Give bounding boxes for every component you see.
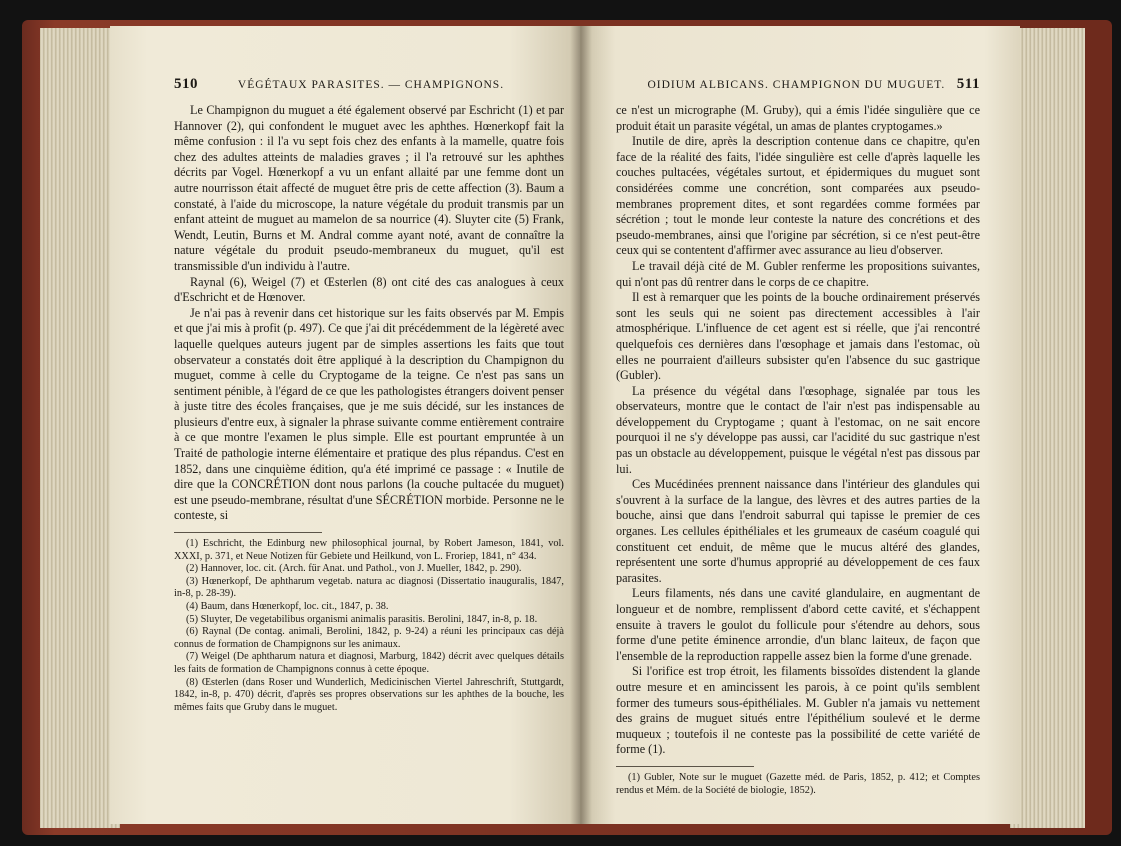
paragraph: Le travail déjà cité de M. Gubler renferme les propositions suivantes, qui n'ont pas dû rentrer dans le corps de ce chapitre.	[616, 258, 980, 289]
paragraph: Leurs filaments, nés dans une cavité glandulaire, en augmentant de longueur et de nombre, remplissent d'abord cette cavité, et s'échappent ensuite à travers le goulot du follicule pour s'étendre au dehors, sous forme d'une petite éminence arrondie, d'un blanc laiteux, de façon que l'ensemble de la reproduction rappelle assez bien la forme d'une grenade.	[616, 586, 980, 663]
book-gutter	[570, 26, 592, 824]
footnote: (1) Gubler, Note sur le muguet (Gazette méd. de Paris, 1852, p. 412; et Comptes rendus et Mém. de la Société de biologie, 1852).	[616, 771, 980, 796]
footnote: (1) Eschricht, the Edinburg new philosophical journal, by Robert Jameson, 1841, vol. XXXI, p. 371, et Neue Notizen für Gebiete und Heilkund, von L. Froriep, 1841, n° 434.	[174, 538, 564, 562]
footnote: (4) Baum, dans Hœnerkopf, loc. cit., 1847, p. 38.	[186, 601, 389, 612]
page-edges-left	[40, 28, 120, 828]
paragraph: Ces Mucédinées prennent naissance dans l'intérieur des glandules qui s'ouvrent à la surface de la langue, des lèvres et des autres parties de la bouche, ainsi que dans l'endroit saburral qui tapisse le premier de ces organes. Les cellules épithéliales et les grumeaux de caséum coagulé qui constituent cet enduit, de même que le mucus altéré des glandes, représentent une sorte d'humus approprié au développement de ces faux parasites.	[616, 477, 980, 585]
left-page-header	[174, 76, 564, 93]
footnote: (3) Hœnerkopf, De aphtharum vegetab. natura ac diagnosi (Dissertatio inauguralis, 1847, in-8, p. 28-39).	[174, 575, 564, 600]
page-number: 510	[174, 76, 198, 92]
paragraph: Je n'ai pas à revenir dans cet historique sur les faits observés par M. Empis et que j'ai mis à profit (p. 497). Ce que j'ai dit précédemment de la légèreté avec laquelle quelques auteurs jugent par de simples assertions les faits que tout observateur a constatés doit être appliqué à la description du Champignon du muguet, comme à celle du Cryptogame de la teigne. Ce n'est pas sans un sentiment pénible, à l'égard de ce que les pathologistes étrangers doivent penser à juste titre des écoles françaises, que je me suis décidé, sur les instances de plusieurs d'entre eux, à signaler la phrase suivante comme entièrement contraire à ce que montre l'examen le plus simple. Elle est pourtant empruntée à un Traité de pathologie interne élémentaire et pratique des plus répandus. C'est en 1852, dans une cinquième édition, qu'a été imprimé ce passage : « Inutile de dire que la CONCRÉTION dont nous parlons (la couche pultacée du muguet) est une pseudo-membrane, résultat d'une SÉCRÉTION morbide. Personne ne le conteste, si	[174, 305, 564, 523]
footnote: (8) Œsterlen (dans Roser und Wunderlich, Medicinischen Viertel Jahreschrift, Stuttgardt, 1842, in-8, p. 470) décrit, d'après ses propres observations sur les aphthes de la bouche, les mêmes faits que Gruby dans le muguet.	[174, 676, 564, 713]
paragraph: Inutile de dire, après la description contenue dans ce chapitre, qu'en face de la réalité des faits, l'idée singulière est celle d'après laquelle les couches pultacées, végétales surtout, et épidermiques du muguet sont considérées comme une concrétion, sont comparées aux pseudo-membranes proprement dites, et sont regardées comme formées par sécrétion ; tout le monde leur conteste la nature des concrétions et des pseudo-membranes, ainsi que l'origine par sécrétion, si ce n'est peut-être ceux qui se contentent d'affirmer avec assurance au lieu d'observer.	[616, 134, 980, 258]
footnote-rule	[174, 532, 322, 533]
left-page	[110, 26, 580, 824]
footnote: (6) Raynal (De contag. animali, Berolini, 1842, p. 9-24) a réuni les principaux cas déjà connus de formation de Champignons sur les animaux.	[174, 626, 564, 650]
paragraph: ce n'est un micrographe (M. Gruby), qui a émis l'idée singulière que ce produit était un parasite végétal, un amas de plantes cryptogames.»	[616, 103, 980, 133]
paragraph: Le Champignon du muguet a été également observé par Eschricht (1) et par Hannover (2), qui confondent le muguet avec les aphthes. Hœnerkopf fait la même confusion : il l'a vu sept fois chez des enfants à la mamelle, quatre fois chez des adultes atteints de maladies graves ; il l'a retrouvé sur les aphthes décrits par Vogel. Hœnerkopf a vu un enfant allaité par une femme dont un autre nourrisson était affecté de muguet être pris de cette affection (3). Baum a constaté, à l'aide du microscope, la nature végétale du produit transmis par un enfant atteint de muguet au mamelon de sa nourrice (4). Sluyter cite (5) Frank, Wendt, Leutin, Burns et M. Andral comme ayant noté, avant de connaître la nature végétale du produit pseudo-membraneux du muguet, qu'il est transmissible d'un individu à l'autre.	[174, 103, 564, 273]
left-page-footnotes	[174, 538, 564, 714]
right-page-footnotes	[616, 772, 980, 797]
paragraph: La présence du végétal dans l'œsophage, signalée par tous les observateurs, montre que le contact de l'air n'est pas indispensable au développement du Cryptogame ; quant à l'estomac, on ne sait encore pourquoi il ne s'y développe pas aussi, car l'acidité du suc gastrique n'est pas un obstacle au développement, puisque le végétal n'est pas dissous par lui.	[616, 383, 980, 476]
running-head: OIDIUM ALBICANS. CHAMPIGNON DU MUGUET.	[647, 79, 946, 91]
page-number: 511	[956, 76, 980, 92]
left-page-body	[174, 103, 564, 524]
footnote-rule	[616, 766, 754, 767]
paragraph: Si l'orifice est trop étroit, les filaments bissoïdes distendent la glande outre mesure et en amincissent les parois, à ce point qu'ils semblent former des tumeurs sous-épithéliales. M. Gubler n'a jamais vu nettement des grains de muguet situés entre l'épithélium soulevé et le derme muqueux ; toutefois il ne conteste pas la possibilité de cette variété de forme (1).	[616, 664, 980, 757]
paragraph: Il est à remarquer que les points de la bouche ordinairement préservés sont les seuls qui ne soient pas directement accessibles à l'air atmosphérique. L'influence de cet agent est si réelle, que j'ai rencontré quelquefois ces dernières dans l'œsophage et jamais dans l'estomac, où elles ne pourraient d'ailleurs subsister qu'en l'absence du suc gastrique (Gubler).	[616, 290, 980, 383]
footnote: (7) Weigel (De aphtharum natura et diagnosi, Marburg, 1842) décrit avec quelques détails les faits de formation de Champignons connus à cette époque.	[174, 651, 564, 675]
running-head: VÉGÉTAUX PARASITES. — CHAMPIGNONS.	[237, 79, 505, 91]
paragraph: Raynal (6), Weigel (7) et Œsterlen (8) ont cité des cas analogues à ceux d'Eschricht et de Hœnover.	[174, 274, 564, 305]
footnote: (5) Sluyter, De vegetabilibus organismi animalis parasitis. Berolini, 1847, in-8, p. 18.	[186, 613, 538, 625]
page-edges-right	[1010, 28, 1085, 828]
right-page	[580, 26, 1020, 824]
right-page-body	[616, 103, 980, 758]
right-page-header	[616, 76, 980, 93]
footnote: (2) Hannover, loc. cit. (Arch. für Anat. und Pathol., von J. Mueller, 1842, p. 290).	[186, 563, 522, 575]
